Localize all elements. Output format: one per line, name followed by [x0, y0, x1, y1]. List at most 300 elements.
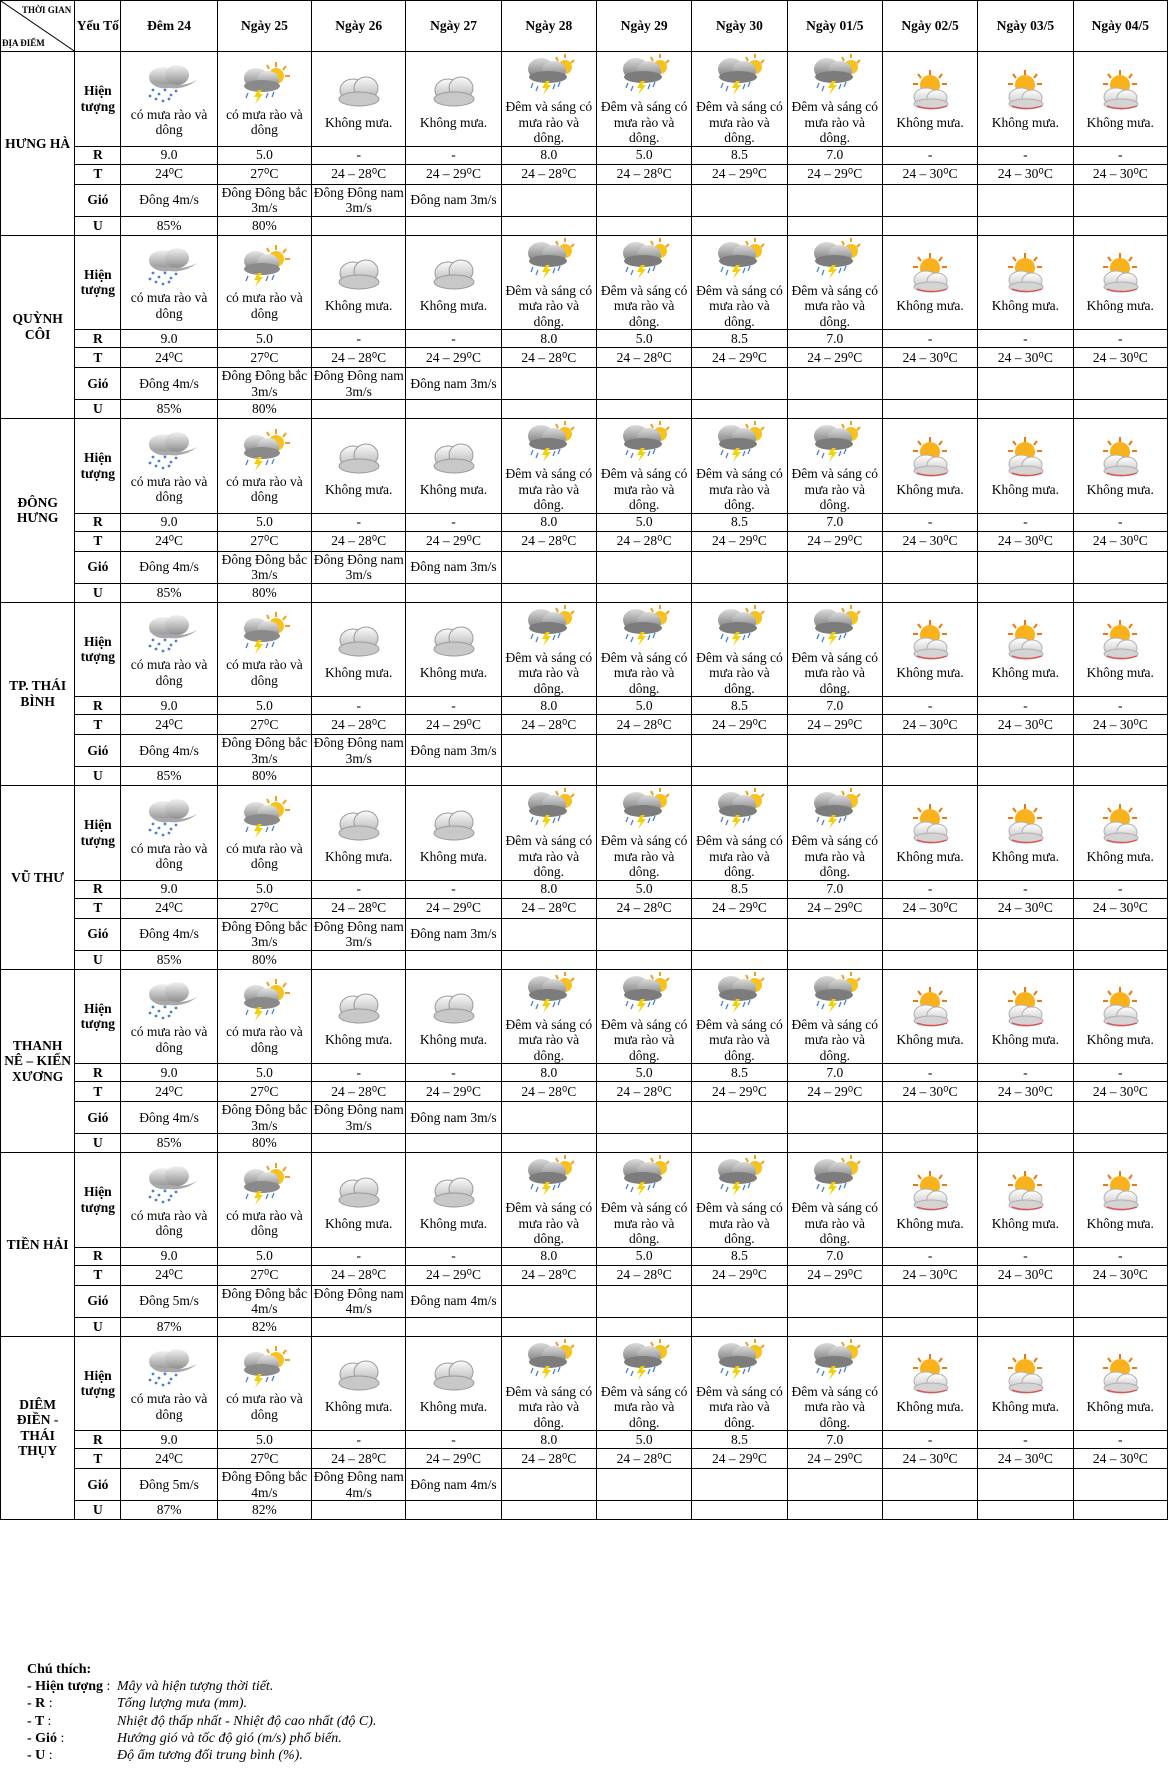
legend — [27, 1661, 376, 1764]
phenomenon-text: Không mưa. — [325, 481, 393, 497]
wind-value: Đông nam 3m/s — [406, 368, 501, 400]
temperature-label: T — [75, 1265, 121, 1285]
phenomenon-text: Không mưa. — [991, 848, 1060, 864]
phenomenon-text: Đêm và sáng có mưa rào và dông. — [696, 649, 783, 696]
storm-cloud-icon — [805, 419, 865, 463]
storm-cloud-icon — [709, 786, 769, 830]
temperature-value: 24 – 30⁰C — [978, 164, 1073, 184]
humidity-row — [1, 583, 1168, 602]
phenomenon-cell — [406, 602, 501, 697]
wind-value: Đông 5m/s — [121, 1285, 217, 1317]
temperature-value: 24 – 30⁰C — [882, 531, 977, 551]
phenomenon-text: Đêm và sáng có mưa rào và dông. — [791, 1200, 879, 1246]
humidity-value — [787, 216, 882, 235]
wind-label: Gió — [75, 1285, 121, 1317]
phenomenon-text: Đêm và sáng có mưa rào và dông. — [791, 282, 879, 329]
phenomenon-cell — [692, 235, 787, 330]
phenomenon-text: có mưa rào và dông — [226, 657, 303, 688]
wind-value — [692, 735, 787, 767]
rain-value: 5.0 — [596, 513, 691, 531]
cloud-rain-icon — [139, 1161, 199, 1205]
rain-value: - — [406, 330, 501, 348]
rain-label: R — [75, 880, 121, 898]
wind-row — [1, 735, 1168, 767]
humidity-value — [312, 583, 406, 602]
phenomenon-cell — [978, 235, 1073, 330]
temperature-value: 24 – 29⁰C — [787, 898, 882, 918]
phenomenon-cell — [121, 602, 217, 697]
phenomenon-cell — [787, 419, 882, 514]
humidity-value — [882, 1501, 977, 1520]
cloud-rain-icon — [139, 60, 199, 104]
rain-value: - — [406, 880, 501, 898]
phenomenon-text: Không mưa. — [896, 1215, 964, 1231]
temperature-row — [1, 1265, 1168, 1285]
rain-value: 7.0 — [787, 880, 882, 898]
day-header: Ngày 02/5 — [882, 1, 977, 52]
phenomenon-cell — [501, 1153, 596, 1248]
phenomenon-cell — [692, 786, 787, 881]
wind-row — [1, 1285, 1168, 1317]
rain-value: 5.0 — [596, 1064, 691, 1082]
phenomenon-label: Hiện tượng — [75, 52, 121, 147]
rain-label: R — [75, 697, 121, 715]
phenomenon-cell — [596, 52, 691, 147]
phenomenon-cell — [787, 1336, 882, 1431]
storm-cloud-icon — [614, 1337, 674, 1381]
humidity-value — [596, 767, 691, 786]
phenomenon-text: Không mưa. — [991, 1215, 1060, 1231]
phenomenon-cell — [406, 419, 501, 514]
humidity-value — [406, 767, 501, 786]
phenomenon-cell — [217, 235, 311, 330]
storm-cloud-icon — [805, 970, 865, 1014]
humidity-value: 85% — [121, 767, 217, 786]
rain-value: - — [312, 1247, 406, 1265]
temperature-value: 24 – 30⁰C — [1073, 1265, 1167, 1285]
storm-cloud-icon — [614, 603, 674, 647]
humidity-value — [692, 216, 787, 235]
humidity-value — [501, 400, 596, 419]
day-header: Ngày 25 — [217, 1, 311, 52]
storm-cloud-icon — [805, 1337, 865, 1381]
humidity-value — [501, 216, 596, 235]
cloud-icon — [329, 1352, 389, 1396]
phenomenon-text: Không mưa. — [1086, 1032, 1154, 1047]
phenomenon-row — [1, 969, 1168, 1064]
temperature-label: T — [75, 348, 121, 368]
phenomenon-cell — [882, 602, 977, 697]
rain-value: 9.0 — [121, 880, 217, 898]
phenomenon-text: Không mưa. — [896, 1032, 964, 1047]
wind-value — [596, 368, 691, 400]
temperature-row — [1, 1449, 1168, 1469]
sun-cloud-icon — [900, 68, 960, 112]
wind-value — [882, 1102, 977, 1134]
legend-key — [27, 1730, 117, 1747]
temperature-value: 24⁰C — [121, 1449, 217, 1469]
sun-cloud-icon — [900, 802, 960, 846]
temperature-value: 24 – 28⁰C — [596, 1265, 691, 1285]
storm-cloud-icon — [805, 1153, 865, 1197]
wind-value: Đông Đông nam 3m/s — [312, 184, 406, 216]
humidity-row — [1, 216, 1168, 235]
cloud-icon — [424, 985, 484, 1029]
wind-value — [882, 551, 977, 583]
temperature-value: 24 – 28⁰C — [312, 164, 406, 184]
temperature-label: T — [75, 1449, 121, 1469]
phenomenon-cell — [596, 602, 691, 697]
sun-cloud-icon — [1090, 435, 1150, 479]
humidity-row — [1, 400, 1168, 419]
temperature-value: 24⁰C — [121, 531, 217, 551]
legend-title: Chú thích: — [27, 1662, 92, 1677]
humidity-value: 85% — [121, 583, 217, 602]
rain-value: - — [1073, 330, 1167, 348]
wind-value — [1073, 1102, 1167, 1134]
phenomenon-row — [1, 52, 1168, 147]
phenomenon-text: Đêm và sáng có mưa rào và dông. — [505, 649, 593, 696]
phenomenon-cell — [312, 52, 406, 147]
humidity-value — [596, 216, 691, 235]
cloud-icon — [329, 435, 389, 479]
wind-value: Đông 4m/s — [121, 551, 217, 583]
cloud-rain-icon — [139, 1344, 199, 1388]
rain-value: 7.0 — [787, 1064, 882, 1082]
wind-value — [978, 551, 1073, 583]
rain-value: - — [1073, 146, 1167, 164]
rain-value: - — [882, 697, 977, 715]
wind-label: Gió — [75, 184, 121, 216]
phenomenon-cell — [312, 602, 406, 697]
rain-value: 8.5 — [692, 697, 787, 715]
wind-value — [1073, 735, 1167, 767]
wind-value — [692, 368, 787, 400]
phenomenon-cell — [501, 602, 596, 697]
wind-value — [882, 184, 977, 216]
temperature-value: 27⁰C — [217, 715, 311, 735]
humidity-value — [882, 1134, 977, 1153]
phenomenon-text: có mưa rào và dông — [130, 840, 208, 872]
wind-value: Đông Đông nam 4m/s — [312, 1285, 406, 1317]
wind-value — [978, 1285, 1073, 1317]
temperature-value: 24⁰C — [121, 1082, 217, 1102]
phenomenon-text: Không mưa. — [419, 665, 488, 680]
storm-cloud-icon — [519, 603, 579, 647]
storm-cloud-icon — [805, 786, 865, 830]
phenomenon-cell — [312, 786, 406, 881]
wind-value — [978, 735, 1073, 767]
humidity-value — [596, 950, 691, 969]
phenomenon-text: Đêm và sáng có mưa rào và dông. — [600, 1383, 688, 1430]
legend-item — [27, 1695, 376, 1712]
humidity-value — [1073, 1134, 1167, 1153]
humidity-value — [882, 767, 977, 786]
phenomenon-cell — [217, 969, 311, 1064]
sun-storm-icon — [234, 1344, 294, 1388]
rain-value: 9.0 — [121, 330, 217, 348]
cloud-rain-icon — [139, 610, 199, 654]
temperature-value: 24 – 30⁰C — [882, 715, 977, 735]
phenomenon-cell — [596, 1153, 691, 1248]
rain-value: 8.5 — [692, 513, 787, 531]
phenomenon-text: Đêm và sáng có mưa rào và dông. — [600, 1200, 688, 1246]
rain-value: 8.5 — [692, 1064, 787, 1082]
rain-value: - — [882, 513, 977, 531]
wind-value — [787, 918, 882, 950]
temperature-value: 24 – 28⁰C — [501, 164, 596, 184]
storm-cloud-icon — [614, 1153, 674, 1197]
day-header: Đêm 24 — [121, 1, 217, 52]
wind-value — [1073, 918, 1167, 950]
rain-value: 8.5 — [692, 146, 787, 164]
wind-value — [787, 1285, 882, 1317]
rain-value: - — [1073, 1064, 1167, 1082]
temperature-value: 24 – 30⁰C — [978, 1265, 1073, 1285]
phenomenon-text: Không mưa. — [991, 114, 1060, 130]
humidity-value — [596, 1501, 691, 1520]
phenomenon-cell — [978, 786, 1073, 881]
wind-value: Đông Đông nam 3m/s — [312, 1102, 406, 1134]
sun-cloud-icon — [995, 435, 1055, 479]
temperature-value: 24 – 30⁰C — [978, 1449, 1073, 1469]
phenomenon-cell — [882, 1336, 977, 1431]
phenomenon-cell — [692, 419, 787, 514]
sun-storm-icon — [234, 610, 294, 654]
phenomenon-cell — [501, 786, 596, 881]
temperature-row — [1, 1082, 1168, 1102]
humidity-value — [787, 1317, 882, 1336]
humidity-value — [978, 1317, 1073, 1336]
wind-value — [596, 184, 691, 216]
storm-cloud-icon — [519, 1337, 579, 1381]
cloud-icon — [329, 802, 389, 846]
phenomenon-cell — [787, 52, 882, 147]
wind-value: Đông Đông bắc 4m/s — [217, 1285, 311, 1317]
wind-value — [596, 1285, 691, 1317]
wind-value — [882, 918, 977, 950]
humidity-value — [978, 767, 1073, 786]
phenomenon-text: Không mưa. — [896, 298, 964, 313]
humidity-value — [501, 1501, 596, 1520]
rain-value: - — [882, 880, 977, 898]
humidity-label: U — [75, 767, 121, 786]
rain-value: - — [406, 513, 501, 531]
wind-value — [596, 918, 691, 950]
rain-value: - — [882, 146, 977, 164]
temperature-value: 24 – 30⁰C — [882, 348, 977, 368]
phenomenon-cell — [596, 969, 691, 1064]
phenomenon-text: có mưa rào và dông — [226, 290, 303, 321]
phenomenon-label: Hiện tượng — [75, 602, 121, 697]
wind-row — [1, 368, 1168, 400]
sun-cloud-icon — [900, 1169, 960, 1213]
humidity-value — [692, 1501, 787, 1520]
wind-value — [501, 1469, 596, 1501]
rain-label: R — [75, 1064, 121, 1082]
phenomenon-cell — [787, 235, 882, 330]
legend-key-text: - T — [27, 1713, 44, 1729]
rain-value: - — [882, 330, 977, 348]
temperature-value: 24 – 29⁰C — [692, 898, 787, 918]
rain-value: 8.0 — [501, 513, 596, 531]
wind-value: Đông nam 3m/s — [406, 184, 501, 216]
rain-value: - — [312, 146, 406, 164]
legend-item — [27, 1747, 376, 1764]
phenomenon-text: Không mưa. — [991, 1399, 1060, 1414]
wind-value: Đông Đông nam 3m/s — [312, 918, 406, 950]
temperature-value: 24 – 29⁰C — [406, 531, 501, 551]
temperature-value: 24 – 29⁰C — [787, 348, 882, 368]
storm-cloud-icon — [614, 970, 674, 1014]
sun-cloud-icon — [900, 618, 960, 662]
phenomenon-cell — [596, 419, 691, 514]
sun-storm-icon — [234, 794, 294, 838]
humidity-value: 80% — [217, 583, 311, 602]
sun-cloud-icon — [995, 1169, 1055, 1213]
wind-row — [1, 918, 1168, 950]
humidity-value — [692, 583, 787, 602]
day-header: Ngày 03/5 — [978, 1, 1073, 52]
phenomenon-cell — [1073, 602, 1167, 697]
rain-value: 8.0 — [501, 330, 596, 348]
wind-value: Đông nam 4m/s — [406, 1285, 501, 1317]
phenomenon-cell — [1073, 235, 1167, 330]
wind-value: Đông 4m/s — [121, 1102, 217, 1134]
wind-value: Đông Đông nam 3m/s — [312, 551, 406, 583]
temperature-value: 24 – 29⁰C — [406, 1449, 501, 1469]
cloud-rain-icon — [139, 977, 199, 1021]
phenomenon-cell — [596, 786, 691, 881]
humidity-label: U — [75, 583, 121, 602]
wind-value: Đông Đông bắc 3m/s — [217, 184, 311, 216]
rain-value: - — [978, 1431, 1073, 1449]
humidity-label: U — [75, 1317, 121, 1336]
wind-value: Đông nam 3m/s — [406, 735, 501, 767]
legend-key-text: - Hiện tượng — [27, 1679, 104, 1695]
phenomenon-text: có mưa rào và dông — [130, 290, 208, 321]
sun-cloud-icon — [1090, 1169, 1150, 1213]
wind-value: Đông Đông bắc 3m/s — [217, 368, 311, 400]
wind-value — [596, 735, 691, 767]
wind-value — [692, 918, 787, 950]
rain-value: 5.0 — [217, 146, 311, 164]
storm-cloud-icon — [519, 52, 579, 96]
sun-cloud-icon — [995, 1352, 1055, 1396]
phenomenon-text: Không mưa. — [991, 298, 1060, 313]
header-row — [1, 1, 1168, 52]
humidity-label: U — [75, 400, 121, 419]
rain-value: 8.5 — [692, 880, 787, 898]
rain-value: 7.0 — [787, 513, 882, 531]
rain-value: 8.0 — [501, 880, 596, 898]
phenomenon-text: Không mưa. — [1086, 481, 1154, 497]
day-header: Ngày 01/5 — [787, 1, 882, 52]
humidity-value: 85% — [121, 216, 217, 235]
temperature-value: 24 – 28⁰C — [501, 531, 596, 551]
wind-row — [1, 184, 1168, 216]
wind-value — [596, 1469, 691, 1501]
phenomenon-cell — [882, 52, 977, 147]
cloud-icon — [424, 1169, 484, 1213]
temperature-row — [1, 164, 1168, 184]
phenomenon-text: Không mưa. — [325, 848, 393, 864]
legend-item — [27, 1713, 376, 1730]
rain-value: - — [978, 1247, 1073, 1265]
phenomenon-text: Không mưa. — [991, 665, 1060, 680]
legend-separator: : — [47, 1713, 52, 1729]
phenomenon-text: Không mưa. — [419, 481, 488, 497]
humidity-value — [501, 767, 596, 786]
temperature-value: 24 – 29⁰C — [406, 1082, 501, 1102]
temperature-value: 24 – 30⁰C — [882, 1449, 977, 1469]
legend-separator: : — [48, 1748, 53, 1764]
cloud-rain-icon — [139, 794, 199, 838]
location-name: TIỀN HẢI — [1, 1153, 75, 1337]
sun-cloud-icon — [995, 251, 1055, 295]
rain-value: - — [312, 513, 406, 531]
wind-row — [1, 1102, 1168, 1134]
phenomenon-text: có mưa rào và dông — [226, 1024, 303, 1055]
wind-value — [501, 735, 596, 767]
phenomenon-label: Hiện tượng — [75, 969, 121, 1064]
wind-value: Đông Đông bắc 3m/s — [217, 735, 311, 767]
storm-cloud-icon — [709, 52, 769, 96]
phenomenon-cell — [217, 419, 311, 514]
rain-value: 5.0 — [596, 146, 691, 164]
sun-cloud-icon — [1090, 618, 1150, 662]
rain-value: - — [1073, 1431, 1167, 1449]
phenomenon-cell — [501, 419, 596, 514]
cloud-icon — [329, 618, 389, 662]
phenomenon-cell — [406, 1153, 501, 1248]
humidity-value — [596, 400, 691, 419]
sun-cloud-icon — [1090, 68, 1150, 112]
phenomenon-text: Đêm và sáng có mưa rào và dông. — [505, 282, 593, 329]
phenomenon-cell — [1073, 1153, 1167, 1248]
phenomenon-text: có mưa rào và dông — [130, 657, 208, 688]
temperature-value: 24 – 29⁰C — [692, 1449, 787, 1469]
wind-value — [692, 551, 787, 583]
temperature-label: T — [75, 715, 121, 735]
rain-value: 7.0 — [787, 697, 882, 715]
legend-key — [27, 1678, 117, 1695]
phenomenon-cell — [692, 969, 787, 1064]
temperature-value: 24⁰C — [121, 164, 217, 184]
rain-value: 5.0 — [596, 880, 691, 898]
cloud-icon — [329, 1169, 389, 1213]
wind-label: Gió — [75, 551, 121, 583]
temperature-value: 24 – 30⁰C — [1073, 1082, 1167, 1102]
phenomenon-cell — [882, 786, 977, 881]
rain-value: 8.0 — [501, 1064, 596, 1082]
cloud-icon — [424, 618, 484, 662]
cloud-icon — [329, 985, 389, 1029]
wind-value — [978, 184, 1073, 216]
rain-value: - — [978, 880, 1073, 898]
phenomenon-cell — [787, 1153, 882, 1248]
wind-value: Đông 4m/s — [121, 918, 217, 950]
temperature-value: 24 – 29⁰C — [406, 348, 501, 368]
storm-cloud-icon — [709, 603, 769, 647]
humidity-value — [787, 950, 882, 969]
phenomenon-row — [1, 1153, 1168, 1248]
rain-value: 8.5 — [692, 1431, 787, 1449]
temperature-value: 27⁰C — [217, 898, 311, 918]
phenomenon-cell — [978, 419, 1073, 514]
phenomenon-text: Không mưa. — [896, 114, 964, 130]
storm-cloud-icon — [519, 419, 579, 463]
